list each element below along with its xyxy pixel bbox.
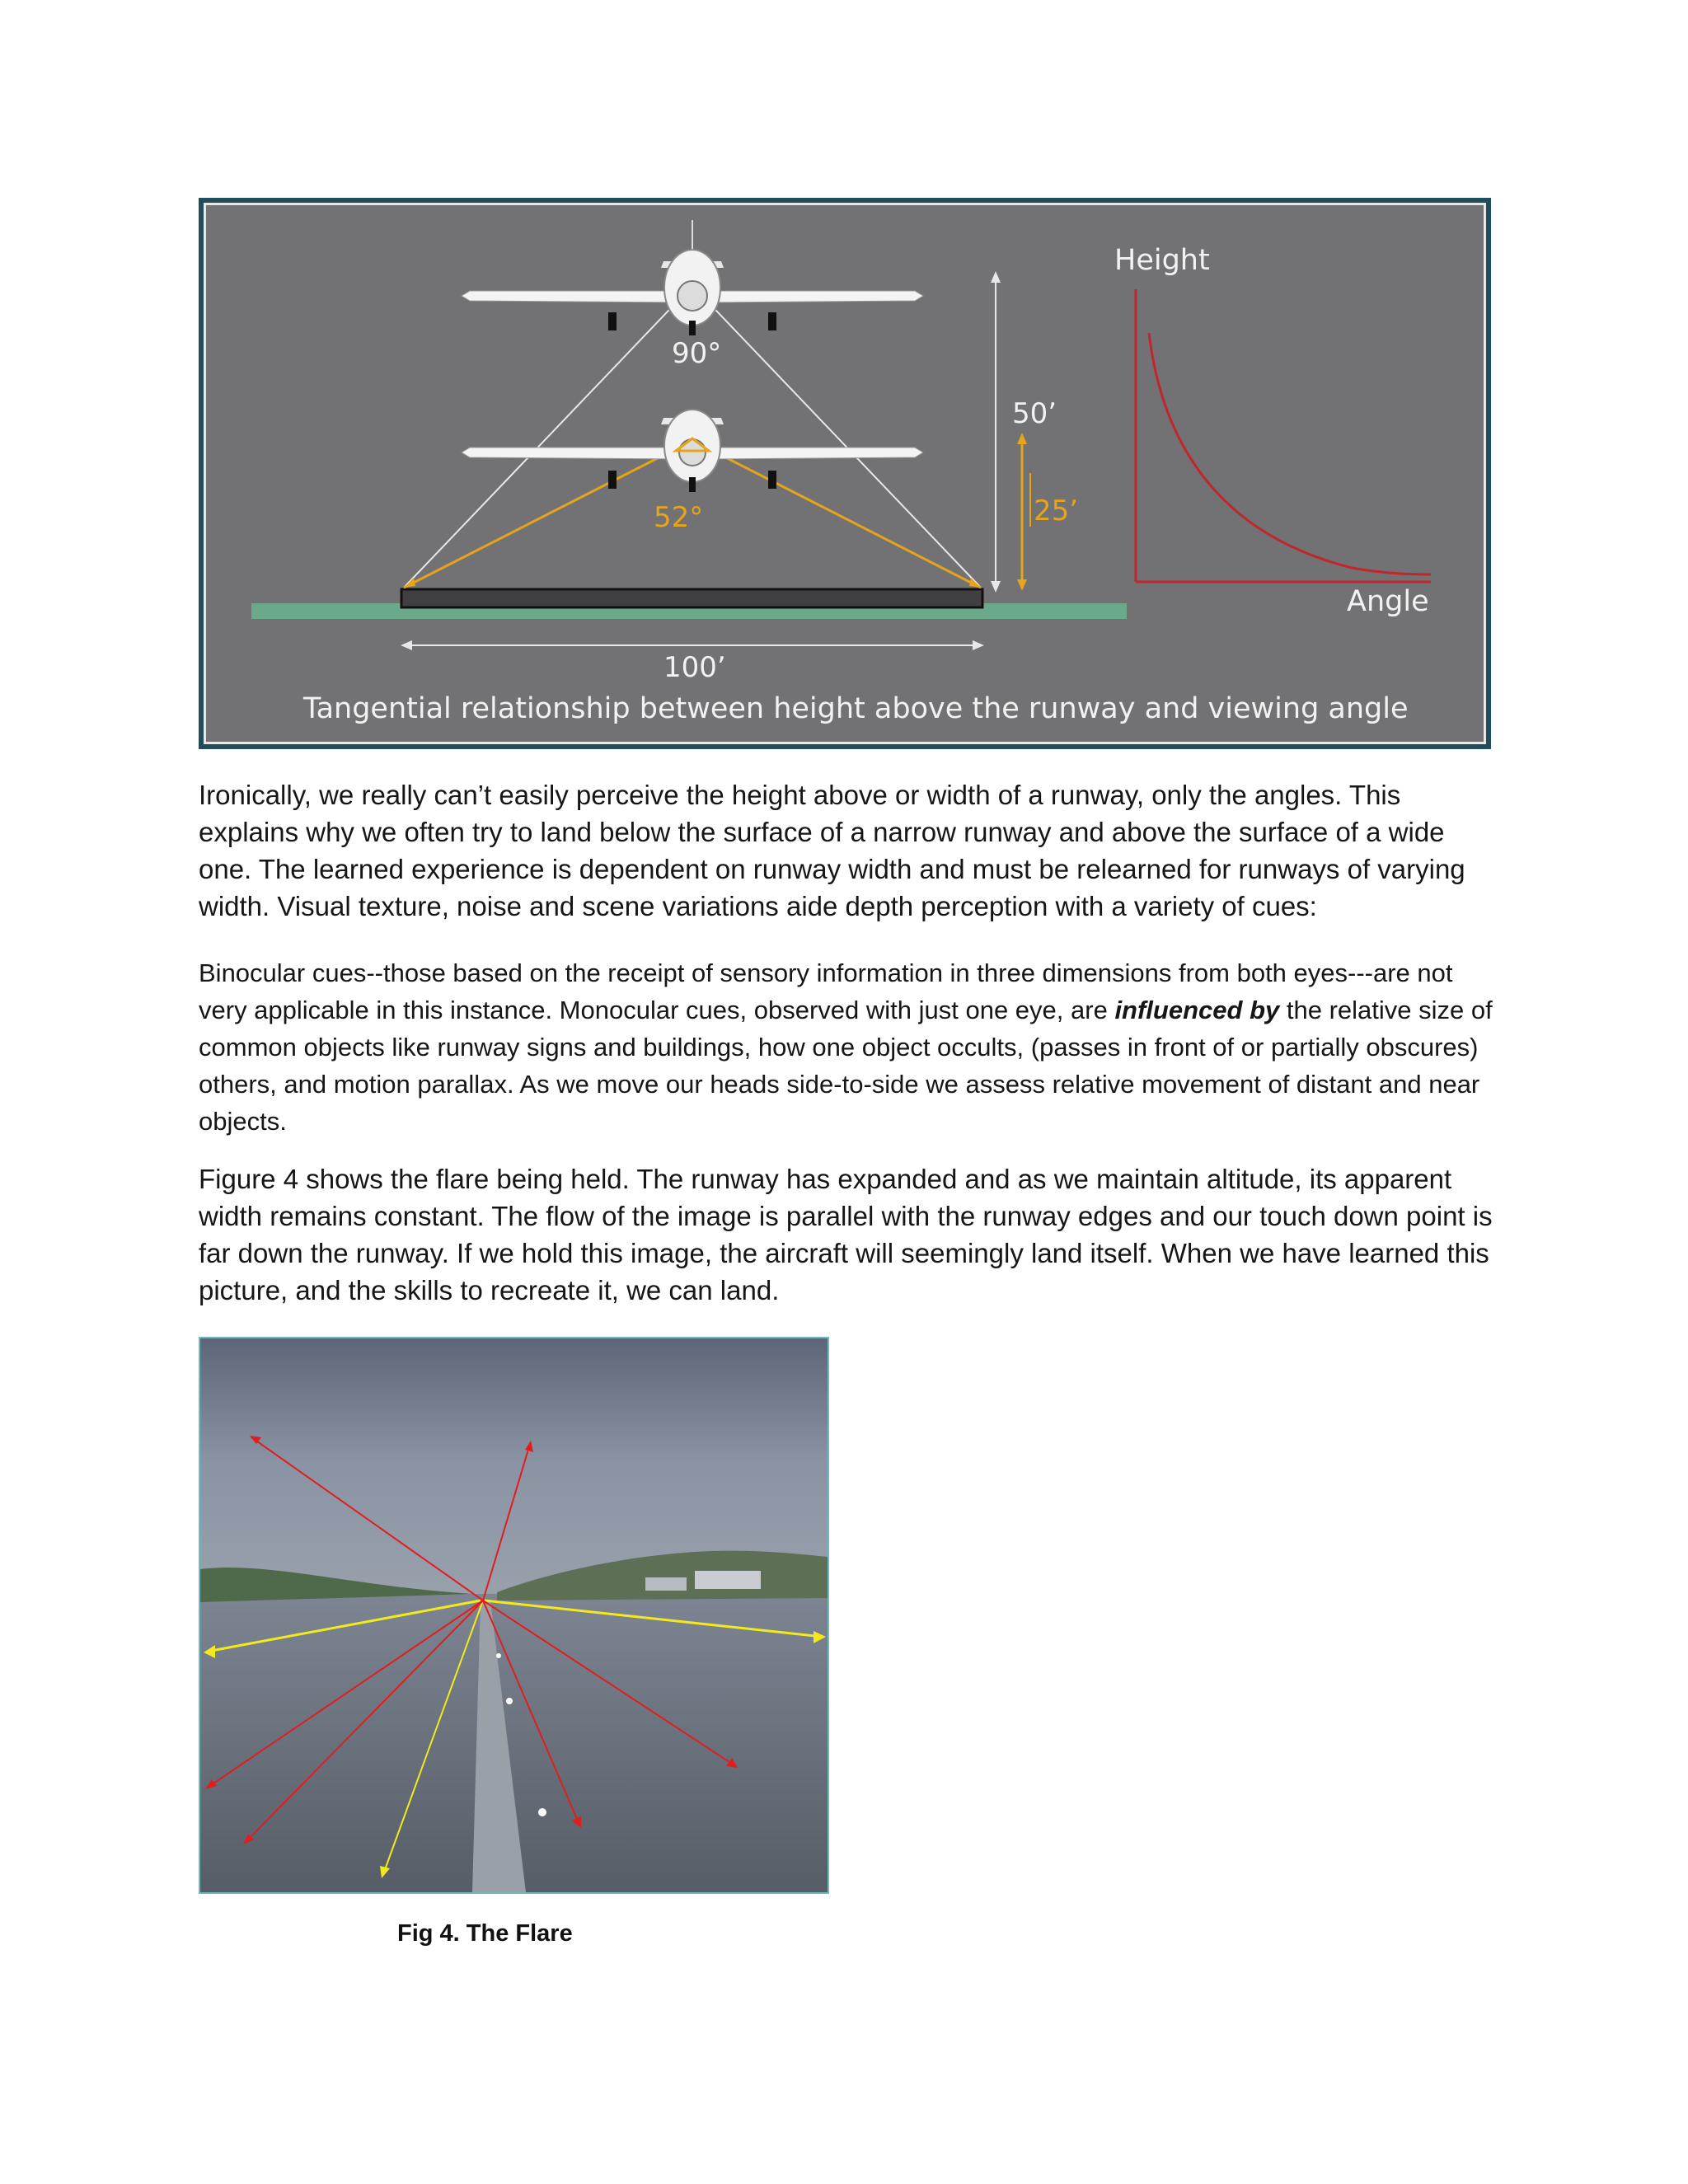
sight-line-right-90 — [701, 294, 981, 588]
flare-photo — [199, 1337, 829, 1894]
building — [695, 1571, 761, 1589]
sight-line-left-52 — [404, 443, 688, 588]
sight-line-left-90 — [404, 294, 684, 588]
runway-light — [538, 1808, 546, 1816]
height-50-label: 50’ — [1012, 397, 1057, 430]
runway-light — [506, 1698, 513, 1704]
arrow-head — [969, 578, 981, 588]
airplane-icon-top — [462, 220, 923, 335]
runway-light — [496, 1653, 501, 1658]
angle-90-label: 90° — [672, 337, 722, 370]
height-angle-diagram — [199, 198, 1491, 749]
angle-52-label: 52° — [654, 501, 704, 534]
graph-angle-label: Angle — [1347, 585, 1429, 618]
airplane-icon-low — [462, 410, 923, 492]
diagram-svg — [206, 205, 1484, 742]
arrow-head — [1017, 579, 1027, 591]
diagram-canvas — [204, 203, 1486, 744]
graph-height-label: Height — [1114, 244, 1210, 277]
arrow-head — [401, 640, 412, 650]
arrow-head — [404, 578, 415, 588]
paragraph-2 — [199, 954, 1493, 1140]
arrow-head — [1017, 433, 1027, 444]
arrow-head — [991, 271, 1001, 283]
arrow-head — [991, 581, 1001, 593]
paragraph-3: Figure 4 shows the flare being held. The runway has expanded and as we maintain altitude, its apparent width remains constant. The flow of the image is parallel with the runway edges and our touch down point is far down the runway. If we hold this image, the aircraft will seemingly land itself. When we have learned this picture, and the skills to recreate it, we can land. — [199, 1164, 1493, 1305]
flare-photo-svg — [200, 1338, 828, 1892]
figure-4-caption: Fig 4. The Flare — [397, 1920, 573, 1947]
arrow-head — [973, 640, 984, 650]
paragraph-2-emphasis: influenced by — [1114, 996, 1280, 1024]
width-100-label: 100’ — [663, 651, 726, 684]
paragraph-2-text-b: the relative size of common objects like runway signs and buildings, how one object occults, (passes in front of or partially obscures) others, and motion parallax. As we move our heads side-to-side we assess relative movement of distant and near objects. — [199, 996, 1493, 1136]
diagram-caption: Tangential relationship between height above the runway and viewing angle — [303, 692, 1409, 725]
paragraph-1: Ironically, we really can’t easily perceive the height above or width of a runway, only the angles. This explains why we often try to land below the surface of a narrow runway and above the surface of a wide one. The learned experience is dependent on runway width and must be relearned for runways of varying width. Visual texture, noise and scene variations aide depth perception with a variety of cues: — [199, 780, 1465, 921]
height-25-label: 25’ — [1034, 494, 1079, 527]
building — [645, 1577, 687, 1591]
paragraph-2-text-a: Binocular cues--those based on the receipt of sensory information in three dimensions from both eyes---are not very applicable in this instance. Monocular cues, observed with just one eye, are — [199, 958, 1453, 1024]
tangent-curve — [1149, 333, 1431, 574]
sight-line-right-52 — [696, 443, 981, 588]
runway-bar — [401, 589, 982, 607]
